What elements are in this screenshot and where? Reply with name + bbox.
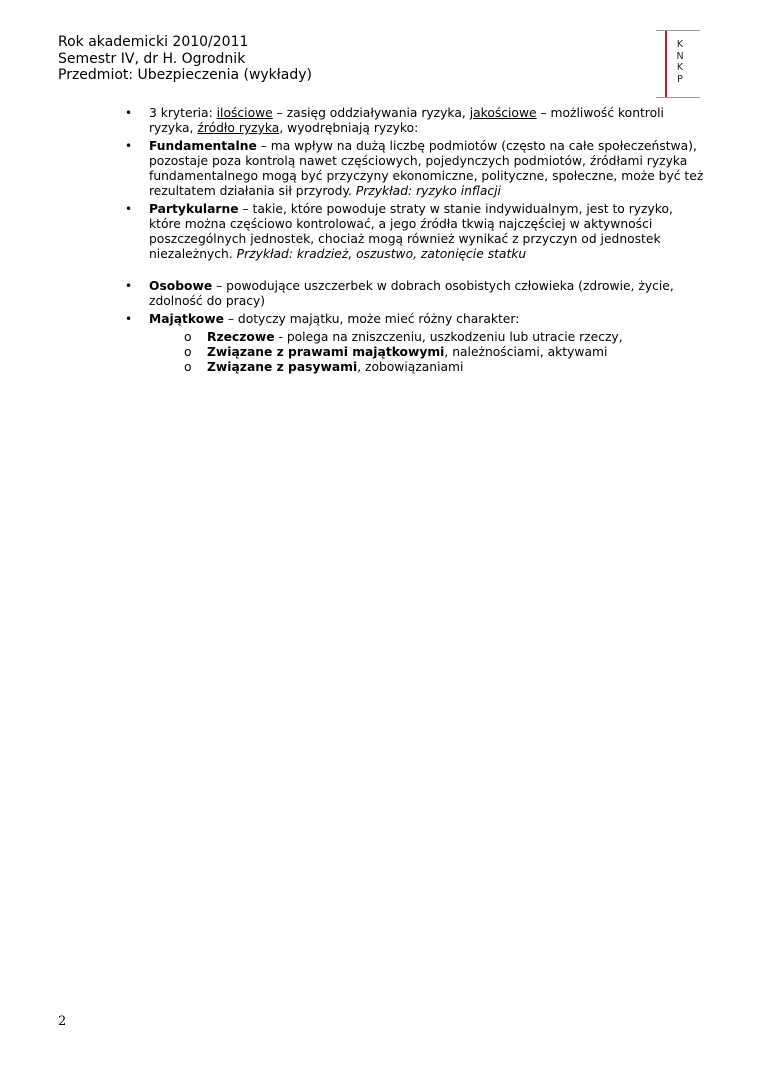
sub-item-liabilities bbox=[124, 360, 704, 375]
term-liabilities: Związane z pasywami bbox=[207, 360, 358, 374]
paragraph-gap bbox=[124, 265, 704, 279]
term-personal: Osobowe bbox=[149, 279, 213, 293]
term-property: Majątkowe bbox=[149, 312, 224, 326]
header-academic-year: Rok akademicki 2010/2011 bbox=[58, 34, 249, 50]
header-semester: Semestr IV, dr H. Ogrodnik bbox=[58, 50, 246, 67]
material-description: - polega na zniszczeniu, uszkodzeniu lub utracie rzeczy, bbox=[274, 330, 623, 344]
bullet-item-property bbox=[124, 312, 704, 327]
personal-description: – powodujące uszczerbek w dobrach osobistych człowieka (zdrowie, życie, zdolność do pracy) bbox=[149, 279, 674, 308]
bullet-icon: • bbox=[125, 312, 133, 326]
property-rights-description: , należnościami, aktywami bbox=[444, 345, 608, 359]
liabilities-description: , zobowiązaniami bbox=[357, 360, 464, 374]
term-fundamental: Fundamentalne bbox=[149, 139, 257, 153]
fundamental-description: – ma wpływ na dużą liczbę podmiotów (często na całe społeczeństwa), pozostaje poza kontrolą nawet częściowych, pojedynczych podmiotów, źródłami ryzyka fundamentalnego mogą być przyczyny ekonomiczne, polityczne, społeczne, może być też rezultatem działania sił przyrody. bbox=[149, 139, 704, 198]
criteria-text-2: – możliwość kontroli ryzyka, bbox=[149, 106, 664, 135]
bullet-icon: • bbox=[125, 139, 133, 153]
particular-description: – takie, które powoduje straty w stanie indywidualnym, jest to ryzyko, które można częściowo kontrolować, a jego źródła tkwią najczęściej w aktywności poszczególnych jednostek, chociaż mogą również wynikać z przyczyn od jednostek niezależnych. bbox=[149, 202, 673, 261]
bullet-item-particular bbox=[124, 202, 704, 262]
circle-bullet-icon: o bbox=[184, 345, 192, 359]
bullet-item-fundamental bbox=[124, 139, 704, 199]
criteria-quantitative: ilościowe bbox=[216, 106, 273, 120]
term-property-rights: Związane z prawami majątkowymi bbox=[207, 345, 445, 359]
bullet-icon: • bbox=[125, 106, 133, 120]
sub-item-material bbox=[124, 330, 704, 345]
criteria-text-3: , wyodrębniają ryzyko: bbox=[279, 121, 419, 135]
knkp-logo bbox=[656, 30, 700, 98]
document-header bbox=[58, 34, 312, 84]
header-subject: Przedmiot: Ubezpieczenia (wykłady) bbox=[58, 67, 312, 83]
criteria-intro: 3 kryteria: bbox=[149, 106, 217, 120]
sub-item-property-rights bbox=[124, 345, 704, 360]
logo-letters bbox=[676, 39, 684, 85]
particular-example: Przykład: kradzież, oszustwo, zatonięcie statku bbox=[236, 247, 527, 261]
logo-letter: K bbox=[676, 39, 684, 50]
property-description: – dotyczy majątku, może mieć różny charakter: bbox=[223, 312, 520, 326]
term-particular: Partykularne bbox=[149, 202, 239, 216]
circle-bullet-icon: o bbox=[184, 330, 192, 344]
circle-bullet-icon: o bbox=[184, 360, 192, 374]
page-number: 2 bbox=[58, 1014, 67, 1029]
logo-red-bar bbox=[665, 31, 667, 97]
criteria-text-1: – zasięg oddziaływania ryzyka, bbox=[272, 106, 470, 120]
criteria-source: źródło ryzyka bbox=[197, 121, 280, 135]
bullet-icon: • bbox=[125, 202, 133, 216]
logo-letter: N bbox=[676, 50, 684, 62]
fundamental-example: Przykład: ryzyko inflacji bbox=[355, 184, 501, 198]
document-body bbox=[124, 106, 704, 375]
term-material: Rzeczowe bbox=[207, 330, 275, 344]
bullet-icon: • bbox=[125, 279, 133, 293]
logo-letter: K bbox=[676, 62, 684, 73]
bullet-item-criteria bbox=[124, 106, 704, 136]
bullet-item-personal bbox=[124, 279, 704, 309]
criteria-qualitative: jakościowe bbox=[469, 106, 537, 120]
logo-letter: P bbox=[677, 73, 683, 85]
